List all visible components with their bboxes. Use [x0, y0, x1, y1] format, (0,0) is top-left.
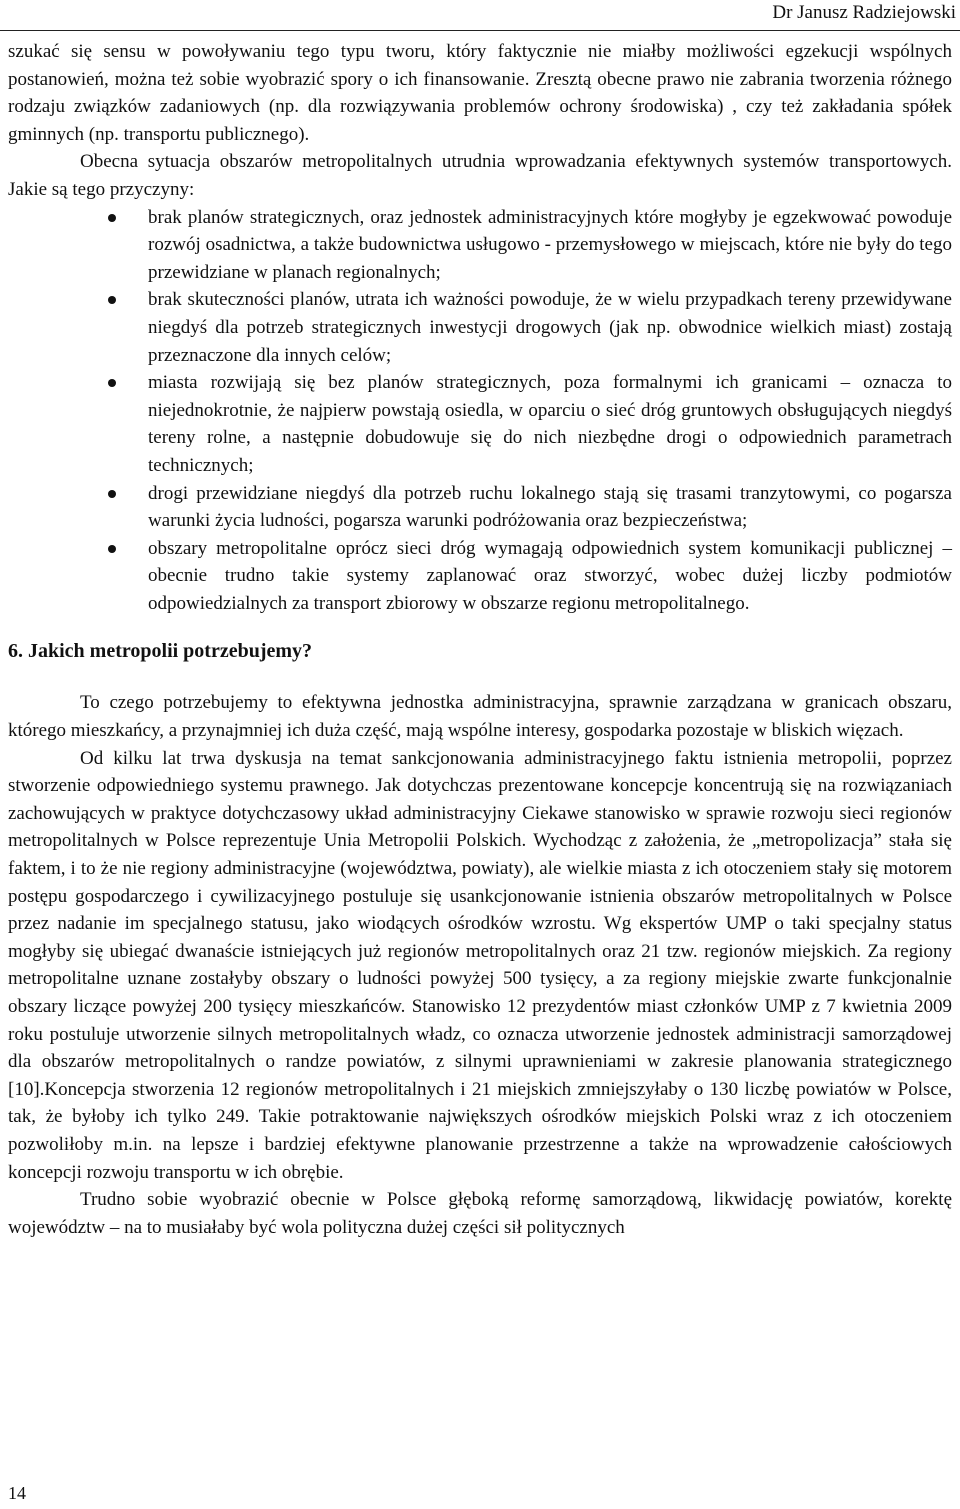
page-header — [0, 0, 960, 31]
body-paragraph: To czego potrzebujemy to efektywna jednostka administracyjna, sprawnie zarządzana w granicach obszaru, którego mieszkańcy, a przynajmniej ich duża część, mają wspólne interesy, gospodarka pozostaje w bliskich więzach. — [8, 692, 952, 742]
causes-list — [8, 204, 952, 618]
list-item-text: brak planów strategicznych, oraz jednostek administracyjnych które mogłyby je egzekwować powoduje rozwój osadnictwa, a także budownictwa usługowo - przemysłowego w miejscach, które nie były do tego przewidziane w planach regionalnych; — [148, 206, 952, 283]
list-item-text: brak skuteczności planów, utrata ich ważności powoduje, że w wielu przypadkach tereny przewidywane niegdyś dla potrzeb strategicznych inwestycji drogowych (jak np. obwodnice wielkich miast) zostają przeznaczone dla innych celów; — [148, 289, 952, 366]
list-item-text: obszary metropolitalne oprócz sieci dróg wymagają odpowiednich system komunikacji publicznej – obecnie trudno takie systemy zaplanować oraz stworzyć, wobec dużej liczby podmiotów odpowiedzialnych za transport zbiorowy w obszarze regionu metropolitalnego. — [148, 537, 952, 614]
page-number: 14 — [8, 1483, 26, 1503]
section-heading: 6. Jakich metropolii potrzebujemy? — [8, 640, 313, 663]
list-item-text: miasta rozwijają się bez planów strategicznych, poza formalnymi ich granicami – oznacza to niejednokrotnie, że najpierw powstają osiedla, w oparciu o sieć dróg gruntowych obsługujących niegdyś tereny rolne, a następnie dobudowuje się do nich niezbędne drogi o odpowiednich parametrach technicznych; — [148, 372, 952, 476]
list-item-text: drogi przewidziane niegdyś dla potrzeb ruchu lokalnego stają się trasami tranzytowymi, co pogarsza warunki życia ludności, pogarsza warunki podróżowania oraz bezpieczeństwa; — [148, 482, 952, 532]
bullet-icon — [108, 296, 116, 304]
intro-paragraph: szukać się sensu w powoływaniu tego typu tworu, który faktycznie nie miałby możliwości egzekucji wspólnych postanowień, można też sobie wyobrazić spory o ich finansowanie. Zresztą obecne prawo nie zabrania tworzenia różnego rodzaju związków zadaniowych (np. dla rozwiązywania problemów ochrony środowiska) , czy też zakładania spółek gminnych (np. transportu publicznego). — [8, 41, 952, 145]
header-author: Dr Janusz Radziejowski — [772, 2, 956, 23]
list-item — [148, 535, 952, 618]
body-paragraph: Od kilku lat trwa dyskusja na temat sankcjonowania administracyjnego faktu istnienia metropolii, poprzez stworzenie odpowiedniego systemu prawnego. Jak dotychczas prezentowane koncepcje koncentrują się na rozwiązaniach zachowujących w praktyce dotychczasowy układ administracyjny Ciekawe stanowisko w sprawie rozwoju sieci regionów metropolitalnych w Polsce reprezentuje Unia Metropolii Polskich. Wychodząc z założenia, że „metropolizacja” stała się faktem, i to że nie regiony administracyjne (województwa, powiaty), ale wielkie miasta z ich otoczeniem stały się motorem postępu gospodarczego i cywilizacyjnego postuluje się usankcjonowanie istnienia obszarów metropolitalnych w Polsce przez nadanie im specjalnego statusu, jako wiodących ośrodków wzrostu. Wg ekspertów UMP o taki specjalny status mogłyby się ubiegać dwanaście istniejących już regionów metropolitalnych oraz 21 tzw. regionów miejskich. Za regiony metropolitalne uznane zostałyby obszary o ludności powyżej 500 tysięcy, a za regiony miejskie zwarte funkcjonalnie obszary liczące powyżej 200 tysięcy mieszkańców. Stanowisko 12 prezydentów miast członków UMP z 7 kwietnia 2009 roku postuluje utworzenie silnych metropolitalnych władz, co oznacza utworzenie jednostek administracji samorządowej dla obszarów metropolitalnych o randze powiatów, z silnymi uprawnieniami w zakresie planowania strategicznego [10].Koncepcja stworzenia 12 regionów metropolitalnych i 21 miejskich zmniejszyłaby o 130 liczbę powiatów w Polsce, tak, że byłoby ich tylko 249. Takie potraktowanie największych ośrodków miejskich Polski wraz z ich otoczeniem pozwoliłoby m.in. na lepsze i bardziej efektywne planowanie przestrzenne a także na wprowadzenie całościowych koncepcji rozwoju transportu w ich obrębie. — [8, 747, 952, 1183]
list-item — [148, 204, 952, 287]
body-paragraph: Trudno sobie wyobrazić obecnie w Polsce głęboką reformę samorządową, likwidację powiatów, korektę województw – na to musiałaby być wola polityczna dużej części sił politycznych — [8, 1189, 952, 1238]
bullet-icon — [108, 545, 116, 553]
bullet-icon — [108, 214, 116, 222]
list-item — [148, 369, 952, 479]
bullet-icon — [108, 490, 116, 498]
bullet-icon — [108, 379, 116, 387]
page-content — [8, 38, 952, 1241]
list-item — [148, 480, 952, 535]
list-item — [148, 286, 952, 369]
situation-paragraph: Obecna sytuacja obszarów metropolitalnych utrudnia wprowadzania efektywnych systemów transportowych. Jakie są tego przyczyny: — [8, 151, 952, 200]
